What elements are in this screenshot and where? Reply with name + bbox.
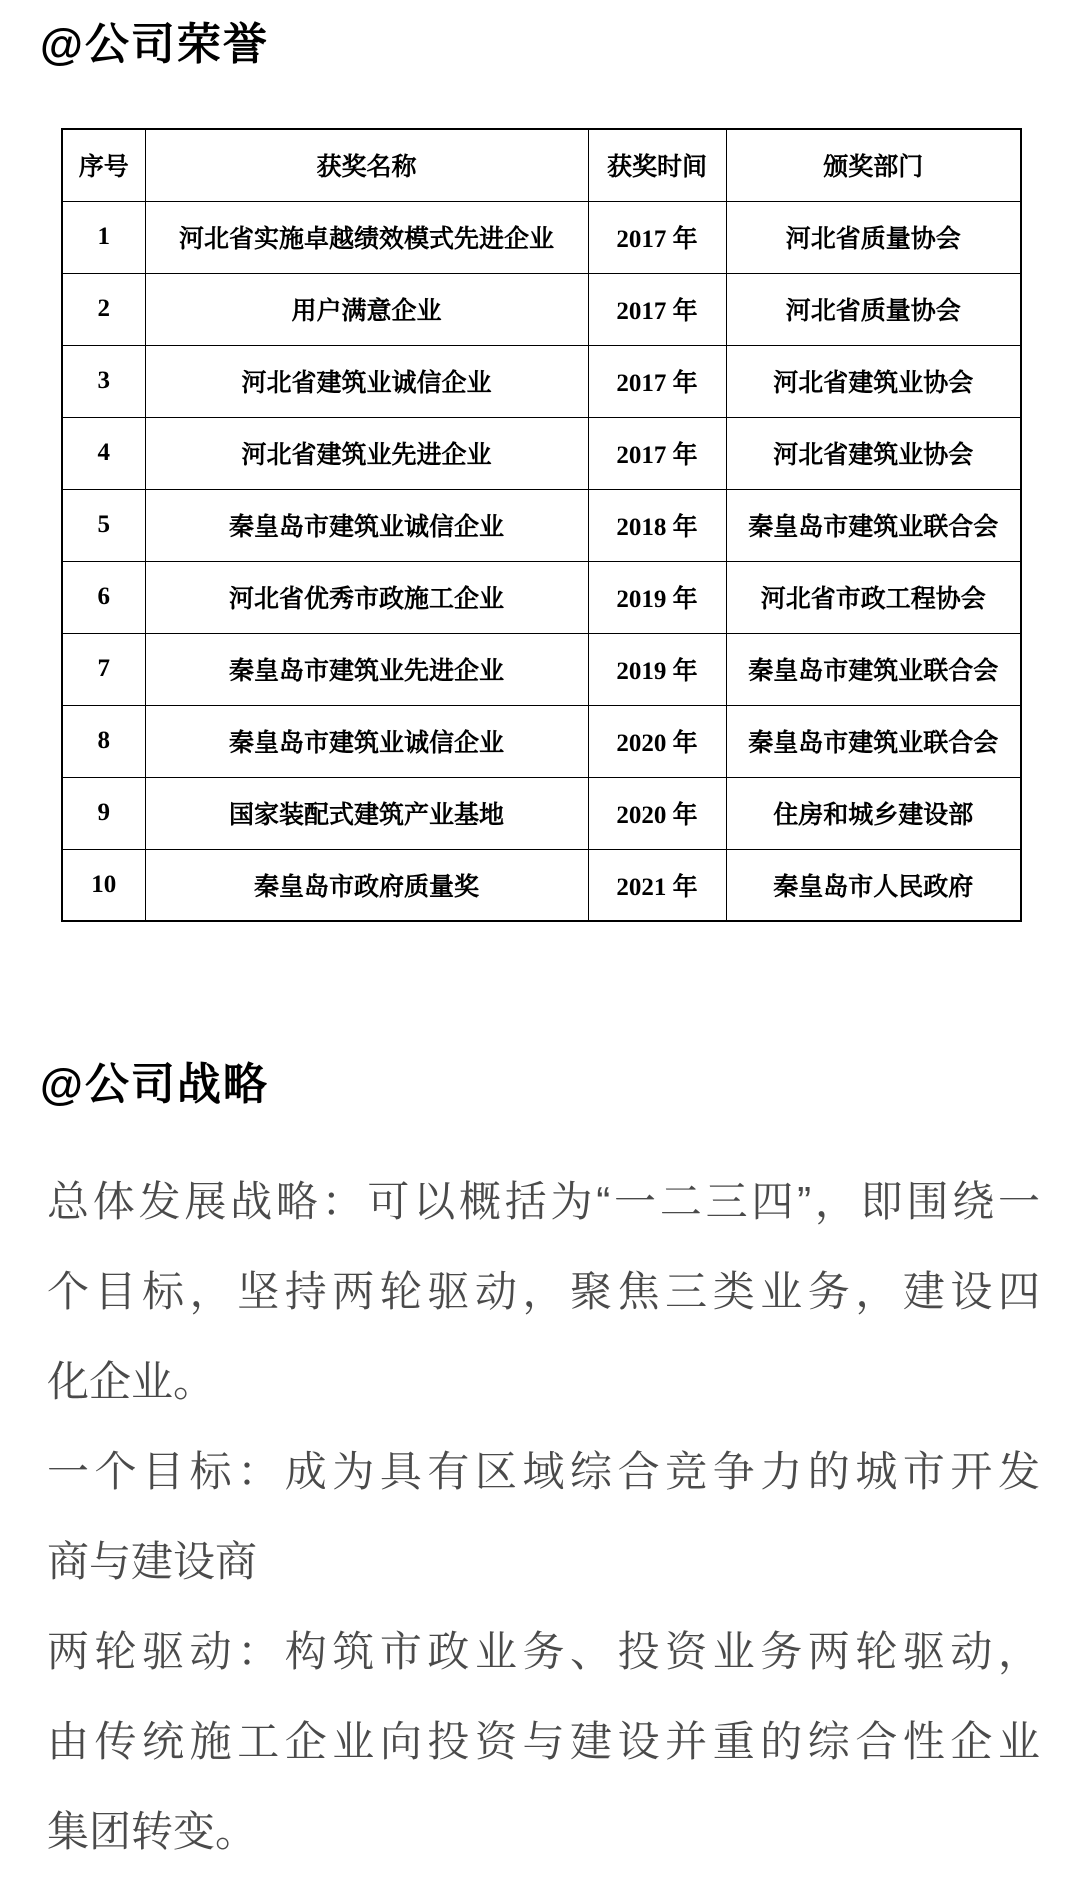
table-row — [62, 345, 1021, 417]
cell-award-department: 河北省建筑业协会 — [726, 417, 1021, 489]
cell-index: 4 — [62, 417, 145, 489]
cell-award-department: 秦皇岛市建筑业联合会 — [726, 633, 1021, 705]
table-row — [62, 849, 1021, 921]
cell-award-department: 河北省建筑业协会 — [726, 345, 1021, 417]
cell-award-name: 用户满意企业 — [145, 273, 588, 345]
cell-award-time: 2017 年 — [588, 345, 726, 417]
cell-award-time: 2019 年 — [588, 633, 726, 705]
cell-award-name: 国家装配式建筑产业基地 — [145, 777, 588, 849]
table-row — [62, 633, 1021, 705]
paragraph-line: 一个目标：成为具有区域综合竞争力的城市开发 — [47, 1448, 1040, 1495]
table-header-cell: 获奖名称 — [145, 129, 588, 201]
cell-award-department: 秦皇岛市建筑业联合会 — [726, 705, 1021, 777]
cell-award-name: 河北省优秀市政施工企业 — [145, 561, 588, 633]
cell-award-department: 秦皇岛市人民政府 — [726, 849, 1021, 921]
table-body — [62, 201, 1021, 921]
table-header-cell: 颁奖部门 — [726, 129, 1021, 201]
cell-award-time: 2018 年 — [588, 489, 726, 561]
strategy-paragraph — [47, 1427, 1040, 1607]
cell-award-department: 住房和城乡建设部 — [726, 777, 1021, 849]
cell-award-name: 河北省实施卓越绩效模式先进企业 — [145, 201, 588, 273]
table-row — [62, 273, 1021, 345]
cell-award-time: 2021 年 — [588, 849, 726, 921]
cell-index: 10 — [62, 849, 145, 921]
honors-section-title: @公司荣誉 — [40, 20, 269, 69]
strategy-section-title: @公司战略 — [40, 1060, 269, 1109]
cell-award-name: 河北省建筑业诚信企业 — [145, 345, 588, 417]
cell-index: 6 — [62, 561, 145, 633]
honors-table — [61, 128, 1022, 922]
cell-index: 3 — [62, 345, 145, 417]
table-row — [62, 201, 1021, 273]
cell-award-time: 2017 年 — [588, 417, 726, 489]
cell-award-name: 秦皇岛市建筑业先进企业 — [145, 633, 588, 705]
strategy-paragraph — [47, 1157, 1040, 1427]
table-row — [62, 705, 1021, 777]
cell-index: 9 — [62, 777, 145, 849]
table-row — [62, 417, 1021, 489]
cell-award-time: 2020 年 — [588, 777, 726, 849]
paragraph-line: 商与建设商 — [47, 1538, 258, 1585]
cell-award-department: 秦皇岛市建筑业联合会 — [726, 489, 1021, 561]
cell-award-department: 河北省质量协会 — [726, 201, 1021, 273]
cell-award-name: 秦皇岛市建筑业诚信企业 — [145, 705, 588, 777]
paragraph-line: 集团转变。 — [47, 1808, 258, 1855]
table-header-row — [62, 129, 1021, 201]
paragraph-line: 个目标，坚持两轮驱动，聚焦三类业务，建设四 — [47, 1268, 1040, 1315]
cell-award-time: 2017 年 — [588, 273, 726, 345]
paragraph-line: 两轮驱动：构筑市政业务、投资业务两轮驱动， — [47, 1628, 1040, 1675]
strategy-paragraphs — [47, 1157, 1040, 1877]
cell-index: 5 — [62, 489, 145, 561]
cell-award-name: 河北省建筑业先进企业 — [145, 417, 588, 489]
cell-award-department: 河北省质量协会 — [726, 273, 1021, 345]
cell-award-time: 2017 年 — [588, 201, 726, 273]
cell-award-department: 河北省市政工程协会 — [726, 561, 1021, 633]
paragraph-line: 总体发展战略：可以概括为“一二三四”，即围绕一 — [47, 1178, 1040, 1225]
cell-index: 7 — [62, 633, 145, 705]
strategy-paragraph — [47, 1607, 1040, 1877]
table-header-cell: 获奖时间 — [588, 129, 726, 201]
paragraph-line: 由传统施工企业向投资与建设并重的综合性企业 — [47, 1718, 1040, 1765]
cell-index: 8 — [62, 705, 145, 777]
paragraph-line: 化企业。 — [47, 1358, 216, 1405]
cell-index: 1 — [62, 201, 145, 273]
cell-award-name: 秦皇岛市建筑业诚信企业 — [145, 489, 588, 561]
cell-index: 2 — [62, 273, 145, 345]
table-row — [62, 777, 1021, 849]
table-header-cell: 序号 — [62, 129, 145, 201]
cell-award-time: 2020 年 — [588, 705, 726, 777]
table-row — [62, 561, 1021, 633]
table-row — [62, 489, 1021, 561]
cell-award-time: 2019 年 — [588, 561, 726, 633]
cell-award-name: 秦皇岛市政府质量奖 — [145, 849, 588, 921]
